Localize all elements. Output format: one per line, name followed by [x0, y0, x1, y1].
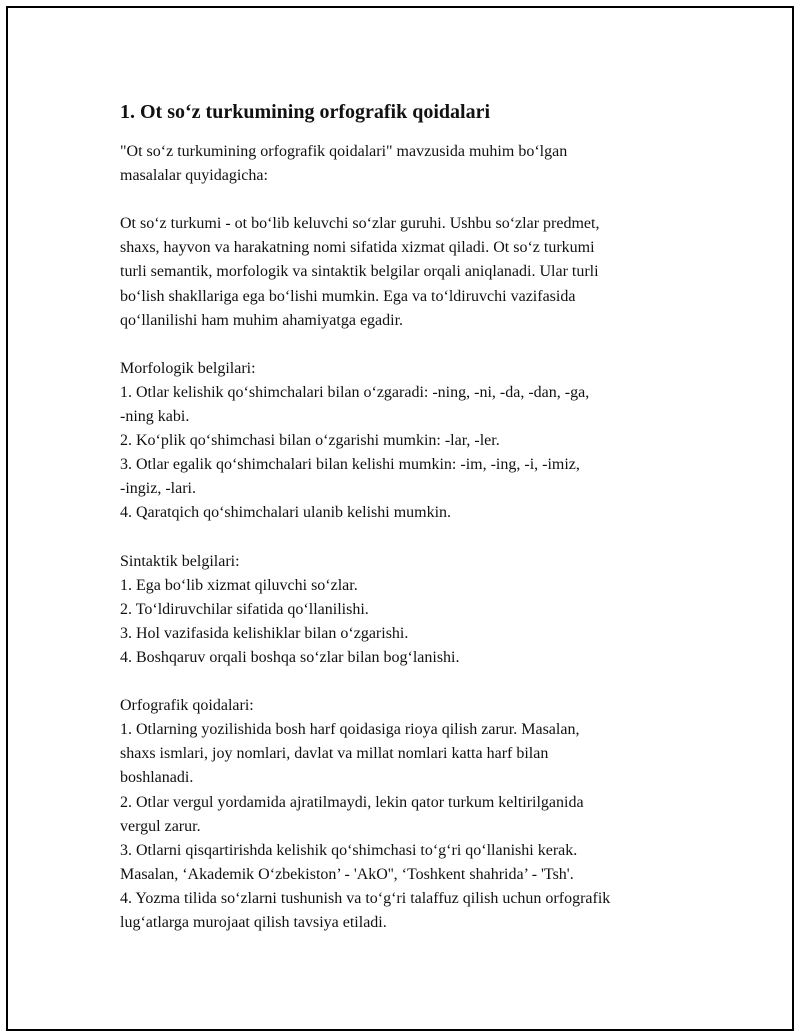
text-line: Sintaktik belgilari:: [120, 552, 240, 570]
text-line: boshlanadi.: [120, 769, 194, 787]
text-line: shaxs, hayvon va harakatning nomi sifatida xizmat qiladi. Ot so‘z turkumi: [120, 239, 595, 257]
text-line: 1. Otlar kelishik qo‘shimchalari bilan o‘zgaradi: -ning, -ni, -da, -dan, -ga,: [120, 383, 590, 401]
paragraph-gap: [120, 670, 710, 694]
paragraph-gap: [120, 333, 710, 357]
text-line: turli semantik, morfologik va sintaktik belgilar orqali aniqlanadi. Ular turli: [120, 263, 599, 281]
text-line: 3. Otlar egalik qo‘shimchalari bilan kelishi mumkin: -im, -ing, -i, -imiz,: [120, 456, 580, 474]
text-line: "Ot so‘z turkumining orfografik qoidalari" mavzusida muhim bo‘lgan: [120, 143, 568, 160]
text-line: vergul zarur.: [120, 817, 201, 835]
document-content: [120, 98, 710, 935]
text-line: 2. Otlar vergul yordamida ajratilmaydi, lekin qator turkum keltirilganida: [120, 793, 584, 811]
text-line: 4. Boshqaruv orqali boshqa so‘zlar bilan bog‘lanishi.: [120, 648, 460, 666]
text-line: 4. Yozma tilida so‘zlarni tushunish va to‘g‘ri talaffuz qilish uchun orfografik: [120, 889, 611, 907]
text-line: Morfologik belgilari:: [120, 359, 256, 377]
text-line: 4. Qaratqich qo‘shimchalari ulanib kelishi mumkin.: [120, 504, 452, 522]
text-line: 2. To‘ldiruvchilar sifatida qo‘llanilishi.: [120, 600, 369, 618]
paragraph-gap: [120, 526, 710, 550]
page-frame: [6, 6, 794, 1031]
text-line: masalalar quyidagicha:: [120, 167, 268, 185]
document-title: 1. Ot so‘z turkumining orfografik qoidalari: [120, 101, 491, 123]
text-line: Masalan, ‘Akademik O‘zbekiston’ - 'AkO'', ‘Toshkent shahrida’ - 'Tsh'.: [120, 865, 574, 883]
text-line: 2. Ko‘plik qo‘shimchasi bilan o‘zgarishi mumkin: -lar, -ler.: [120, 432, 500, 450]
text-line: Ot so‘z turkumi - ot bo‘lib keluvchi so‘zlar guruhi. Ushbu so‘zlar predmet,: [120, 215, 600, 233]
text-line: 1. Ega bo‘lib xizmat qiluvchi so‘zlar.: [120, 576, 358, 594]
text-line: qo‘llanilishi ham muhim ahamiyatga egadir.: [120, 311, 404, 329]
document-body: [120, 140, 710, 935]
text-line: -ingiz, -lari.: [120, 480, 196, 498]
text-line: shaxs ismlari, joy nomlari, davlat va millat nomlari katta harf bilan: [120, 745, 549, 763]
text-line: lug‘atlarga murojaat qilish tavsiya etiladi.: [120, 914, 387, 931]
text-line: bo‘lish shakllariga ega bo‘lishi mumkin. Ega va to‘ldiruvchi vazifasida: [120, 287, 576, 305]
paragraph-gap: [120, 188, 710, 212]
text-line: -ning kabi.: [120, 408, 190, 426]
text-line: 3. Otlarni qisqartirishda kelishik qo‘shimchasi to‘g‘ri qo‘llanishi kerak.: [120, 841, 578, 859]
text-line: 3. Hol vazifasida kelishiklar bilan o‘zgarishi.: [120, 624, 409, 642]
text-line: 1. Otlarning yozilishida bosh harf qoidasiga rioya qilish zarur. Masalan,: [120, 721, 580, 739]
text-line: Orfografik qoidalari:: [120, 697, 254, 715]
